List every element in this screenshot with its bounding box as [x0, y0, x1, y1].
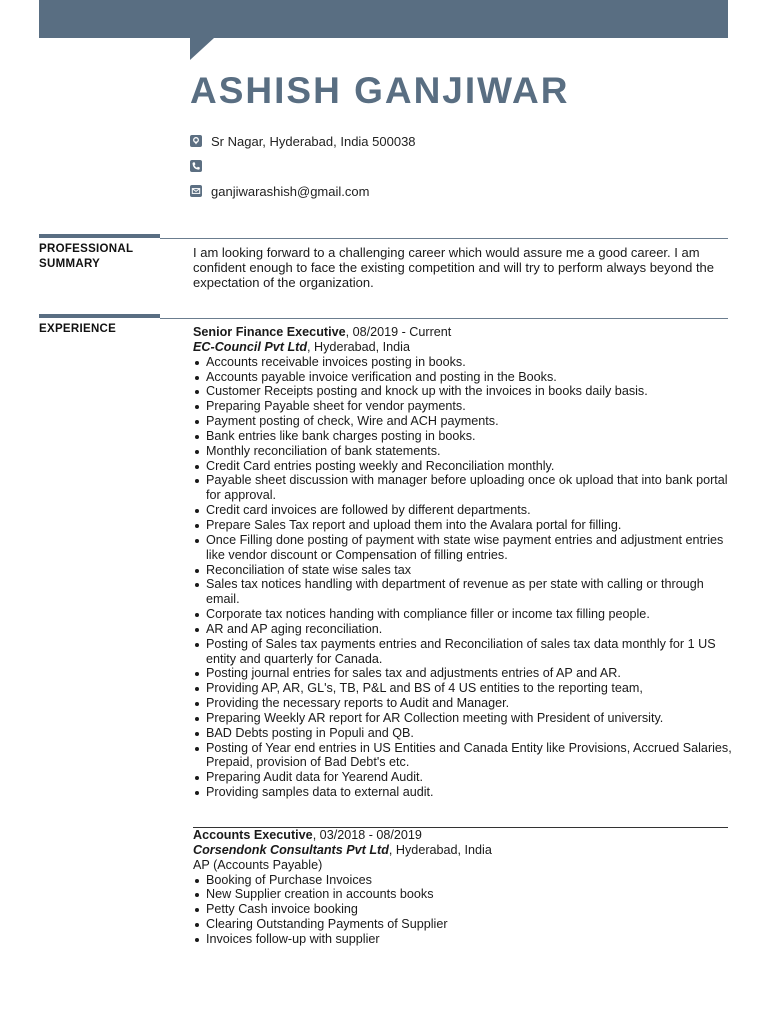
duty-item: Reconciliation of state wise sales tax	[193, 563, 733, 578]
job-title: Accounts Executive	[193, 828, 313, 842]
company-location: , Hyderabad, India	[388, 842, 492, 857]
contact-email	[190, 183, 369, 199]
duty-item: Sales tax notices handling with department of revenue as per state with calling or through email.	[193, 577, 733, 607]
duty-item: Customer Receipts posting and knock up with the invoices in books daily basis.	[193, 384, 733, 399]
job-title: Senior Finance Executive	[193, 325, 346, 339]
duty-item: Providing the necessary reports to Audit and Manager.	[193, 696, 733, 711]
contact-address	[190, 133, 416, 149]
contact-phone	[190, 158, 211, 174]
duty-item: Monthly reconciliation of bank statements.	[193, 444, 733, 459]
company-name: Corsendonk Consultants Pvt Ltd	[193, 842, 389, 857]
duty-item: Clearing Outstanding Payments of Supplier	[193, 917, 733, 932]
duty-item: AR and AP aging reconciliation.	[193, 622, 733, 637]
duty-item: Prepare Sales Tax report and upload them into the Avalara portal for filling.	[193, 518, 733, 533]
phone-icon	[190, 160, 202, 172]
job-duties-list	[193, 355, 733, 800]
duty-item: Payment posting of check, Wire and ACH payments.	[193, 414, 733, 429]
duty-item: Posting journal entries for sales tax and adjustments entries of AP and AR.	[193, 666, 733, 681]
job-title-line	[193, 325, 733, 340]
job-dates: , 03/2018 - 08/2019	[312, 828, 422, 842]
company-name: EC-Council Pvt Ltd	[193, 339, 308, 354]
experience-section-bar	[39, 314, 160, 318]
duty-item: Bank entries like bank charges posting in books.	[193, 429, 733, 444]
experience-heading: EXPERIENCE	[39, 323, 117, 335]
banner-tab	[190, 38, 214, 60]
duty-item: Posting of Sales tax payments entries and Reconciliation of sales tax data monthly for 1 US entity and quarterly for Canada.	[193, 637, 733, 667]
job-dates: , 08/2019 - Current	[345, 325, 452, 339]
duty-item: Accounts payable invoice verification and posting in the Books.	[193, 370, 733, 385]
duty-item: Posting of Year end entries in US Entities and Canada Entity like Provisions, Accrued Salaries, Prepaid, provision of Bad Debt's etc.	[193, 741, 733, 771]
address-text: Sr Nagar, Hyderabad, India 500038	[211, 133, 416, 149]
job-subtitle: AP (Accounts Payable)	[193, 857, 323, 872]
candidate-name: ASHISH GANJIWAR	[190, 70, 570, 111]
summary-heading: PROFESSIONAL SUMMARY	[39, 243, 134, 270]
duty-item: Providing samples data to external audit.	[193, 785, 733, 800]
duty-item: Preparing Weekly AR report for AR Collection meeting with President of university.	[193, 711, 733, 726]
duty-item: New Supplier creation in accounts books	[193, 887, 733, 902]
job-company-line	[193, 843, 733, 858]
job-entry-1	[193, 325, 733, 800]
summary-section-rule	[160, 238, 728, 239]
email-text: ganjiwarashish@gmail.com	[211, 183, 370, 199]
duty-item: Preparing Audit data for Yearend Audit.	[193, 770, 733, 785]
header-banner	[39, 0, 728, 38]
job-entry-2	[193, 828, 733, 947]
duty-item: Credit card invoices are followed by different departments.	[193, 503, 733, 518]
duty-item: Petty Cash invoice booking	[193, 902, 733, 917]
duty-item: Once Filling done posting of payment with state wise payment entries and adjustment entries like vendor discount or Compensation of filling entries.	[193, 533, 733, 563]
job-duties-list	[193, 873, 733, 947]
duty-item: Invoices follow-up with supplier	[193, 932, 733, 947]
summary-section-bar	[39, 234, 160, 238]
job-company-line	[193, 340, 733, 355]
company-location: , Hyderabad, India	[307, 339, 410, 354]
duty-item: Payable sheet discussion with manager before uploading once ok upload that into bank portal for approval.	[193, 473, 733, 503]
duty-item: Accounts receivable invoices posting in books.	[193, 355, 733, 370]
duty-item: BAD Debts posting in Populi and QB.	[193, 726, 733, 741]
duty-item: Preparing Payable sheet for vendor payments.	[193, 399, 733, 414]
duty-item: Credit Card entries posting weekly and Reconciliation monthly.	[193, 459, 733, 474]
email-icon	[190, 185, 202, 197]
duty-item: Corporate tax notices handing with compliance filler or income tax filling people.	[193, 607, 733, 622]
summary-text: I am looking forward to a challenging career which would assure me a good career. I am confident enough to face the existing competition and will try to perform always beyond the expectation of the organization.	[193, 245, 715, 290]
location-icon	[190, 135, 202, 147]
duty-item: Booking of Purchase Invoices	[193, 873, 733, 888]
duty-item: Providing AP, AR, GL's, TB, P&L and BS of 4 US entities to the reporting team,	[193, 681, 733, 696]
experience-section-rule	[160, 318, 728, 319]
job-title-line	[193, 828, 733, 843]
